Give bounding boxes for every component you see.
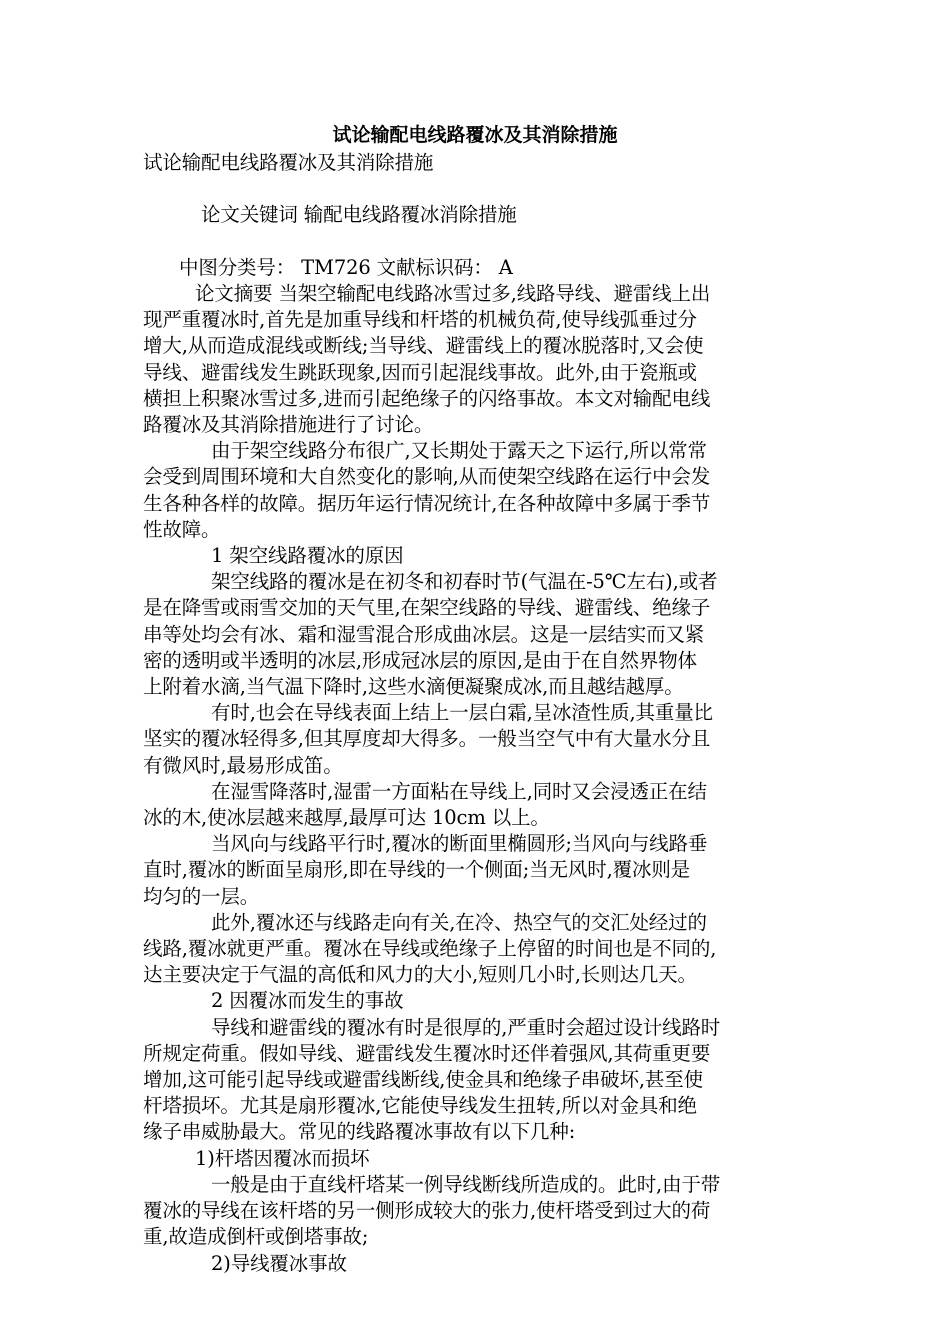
intro-line: 性故障。 bbox=[143, 517, 221, 541]
paragraph-line: 所规定荷重。假如导线、避雷线发生覆冰时还伴着强风,其荷重更要 bbox=[143, 1041, 711, 1065]
abstract-line: 增大,从而造成混线或断线;当导线、避雷线上的覆冰脱落时,又会使 bbox=[143, 334, 704, 358]
paragraph-line: 串等处均会有冰、霜和湿雪混合形成曲冰层。这是一层结实而又紧 bbox=[143, 622, 705, 646]
blank-line bbox=[143, 176, 813, 202]
paragraph-line: 当风向与线路平行时,覆冰的断面里椭圆形;当风向与线路垂 bbox=[211, 832, 708, 856]
blank-line bbox=[143, 229, 813, 255]
paragraph-line: 架空线路的覆冰是在初冬和初春时节(气温在-5℃左右),或者 bbox=[211, 570, 718, 594]
paragraph-line: 杆塔损坏。尤其是扇形覆冰,它能使导线发生扭转,所以对金具和绝 bbox=[143, 1094, 697, 1118]
intro-line: 会受到周围环境和大自然变化的影响,从而使架空线路在运行中会发 bbox=[143, 465, 711, 489]
intro-line: 生各种各样的故障。据历年运行情况统计,在各种故障中多属于季节 bbox=[143, 491, 711, 515]
keywords-line: 论文关键词 输配电线路覆冰消除措施 bbox=[201, 203, 517, 227]
paragraph-line: 均匀的一层。 bbox=[143, 884, 260, 908]
classification-line: 中图分类号： TM726 文献标识码： A bbox=[179, 255, 513, 279]
paragraph-line: 增加,这可能引起导线或避雷线断线,使金具和绝缘子串破坏,甚至使 bbox=[143, 1068, 703, 1092]
document-subtitle: 试论输配电线路覆冰及其消除措施 bbox=[143, 151, 434, 174]
section-heading: 1 架空线路覆冰的原因 bbox=[211, 544, 404, 568]
paragraph-line: 线路,覆冰就更严重。覆冰在导线或绝缘子上停留的时间也是不同的, bbox=[143, 937, 717, 961]
paragraph-line: 直时,覆冰的断面呈扇形,即在导线的一个侧面;当无风时,覆冰则是 bbox=[143, 858, 691, 882]
paragraph-line: 在湿雪降落时,湿雷一方面粘在导线上,同时又会浸透正在结 bbox=[211, 779, 707, 803]
abstract-line: 论文摘要 当架空输配电线路冰雪过多,线路导线、避雷线上出 bbox=[195, 281, 711, 305]
paragraph-line: 一般是由于直线杆塔某一例导线断线所造成的。此时,由于带 bbox=[211, 1172, 721, 1196]
paragraph-line: 此外,覆冰还与线路走向有关,在冷、热空气的交汇处经过的 bbox=[211, 910, 707, 934]
abstract-line: 现严重覆冰时,首先是加重导线和杆塔的机械负荷,使导线弧垂过分 bbox=[143, 308, 697, 332]
paragraph-line: 达主要决定于气温的高低和风力的大小,短则几小时,长则达几天。 bbox=[143, 963, 697, 987]
abstract-line: 路覆冰及其消除措施进行了讨论。 bbox=[143, 413, 434, 436]
intro-line: 由于架空线路分布很广,又长期处于露天之下运行,所以常常 bbox=[211, 439, 707, 463]
abstract-line: 导线、避雷线发生跳跃现象,因而引起混线事故。此外,由于瓷瓶或 bbox=[143, 360, 697, 384]
paragraph-line: 冰的木,使冰层越来越厚,最厚可达 10cm 以上。 bbox=[143, 806, 550, 830]
paragraph-line: 密的透明或半透明的冰层,形成冠冰层的原因,是由于在自然界物体 bbox=[143, 648, 697, 672]
subsection-heading: 2)导线覆冰事故 bbox=[211, 1251, 347, 1275]
paragraph-line: 有微风时,最易形成笛。 bbox=[143, 753, 343, 777]
paragraph-line: 导线和避雷线的覆冰有时是很厚的,严重时会超过设计线路时 bbox=[211, 1015, 721, 1039]
section-heading: 2 因覆冰而发生的事故 bbox=[211, 989, 404, 1013]
paragraph-line: 上附着水滴,当气温下降时,这些水滴便凝聚成冰,而且越结越厚。 bbox=[143, 675, 684, 699]
paragraph-line: 是在降雪或雨雪交加的天气里,在架空线路的导线、避雷线、绝缘子 bbox=[143, 596, 711, 620]
paragraph-line: 覆冰的导线在该杆塔的另一侧形成较大的张力,使杆塔受到过大的荷 bbox=[143, 1199, 711, 1223]
document-body bbox=[143, 150, 813, 1277]
paragraph-line: 有时,也会在导线表面上结上一层白霜,呈冰渣性质,其重量比 bbox=[211, 701, 713, 725]
paragraph-line: 坚实的覆冰轻得多,但其厚度却大得多。一般当空气中有大量水分且 bbox=[143, 727, 711, 751]
abstract-line: 横担上积聚冰雪过多,进而引起绝缘子的闪络事故。本文对输配电线 bbox=[143, 386, 711, 410]
subsection-heading: 1)杆塔因覆冰而损坏 bbox=[195, 1146, 370, 1170]
paragraph-line: 缘子串威胁最大。常见的线路覆冰事故有以下几种: bbox=[143, 1120, 576, 1144]
paragraph-line: 重,故造成倒杆或倒塔事故; bbox=[143, 1225, 369, 1249]
document-title: 试论输配电线路覆冰及其消除措施 bbox=[332, 124, 618, 146]
